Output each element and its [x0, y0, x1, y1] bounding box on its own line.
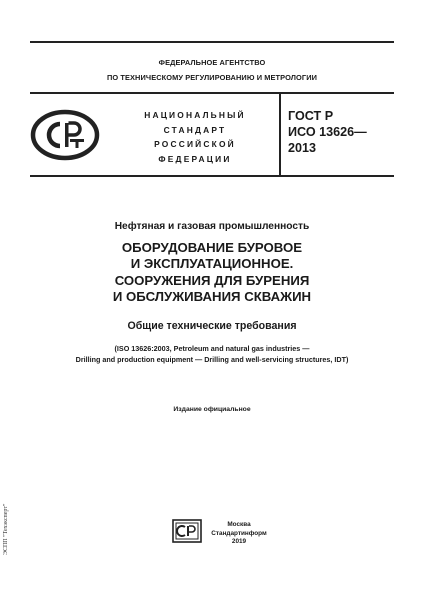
standartinform-logo-icon: [172, 519, 202, 543]
main-title-line: ОБОРУДОВАНИЕ БУРОВОЕ: [121, 240, 303, 255]
iso-line: (ISO 13626:2003, Petroleum and natural gas industries —: [114, 344, 310, 353]
national-line: НАЦИОНАЛЬНЫЙ: [144, 110, 246, 120]
agency-line-2: ПО ТЕХНИЧЕСКОМУ РЕГУЛИРОВАНИЮ И МЕТРОЛОГИИ: [106, 73, 318, 82]
iso-reference: [30, 343, 394, 366]
standard-block-divider: [279, 93, 281, 175]
gost-designation: [288, 108, 392, 156]
main-title: [30, 240, 394, 306]
gost-line: ГОСТ Р: [288, 109, 334, 123]
agency-line-1: ФЕДЕРАЛЬНОЕ АГЕНТСТВО: [158, 58, 266, 67]
gost-line: 2013: [288, 141, 317, 155]
iso-line: Drilling and production equipment — Drilling and well-servicing structures, IDT): [75, 355, 349, 365]
edition-label: Издание официальное: [173, 406, 251, 413]
main-title-line: СООРУЖЕНИЯ ДЛЯ БУРЕНИЯ: [114, 272, 310, 288]
subtitle: Общие технические требования: [127, 320, 297, 332]
publisher-year: 2019: [231, 538, 247, 546]
industry-title: Нефтяная и газовая промышленность: [114, 221, 310, 232]
publisher-name: Стандартинформ: [211, 529, 267, 537]
side-note: ЭСПП "Техэксперт": [3, 503, 9, 555]
standard-block-top-rule: [30, 92, 394, 94]
main-title-line: И ОБСЛУЖИВАНИЯ СКВАЖИН: [112, 289, 312, 305]
national-line: ФЕДЕРАЦИИ: [158, 154, 232, 165]
gost-line: ИСО 13626—: [288, 125, 367, 139]
publisher-block: [204, 521, 274, 547]
national-standard-label: [120, 108, 270, 167]
gost-r-logo-icon: [30, 109, 100, 161]
top-rule: [30, 41, 394, 43]
national-line: СТАНДАРТ: [163, 124, 227, 135]
standard-block-bottom-rule: [30, 175, 394, 177]
main-title-line: И ЭКСПЛУАТАЦИОННОЕ.: [130, 256, 294, 272]
national-line: РОССИЙСКОЙ: [154, 139, 236, 150]
publisher-city: Москва: [227, 521, 251, 528]
